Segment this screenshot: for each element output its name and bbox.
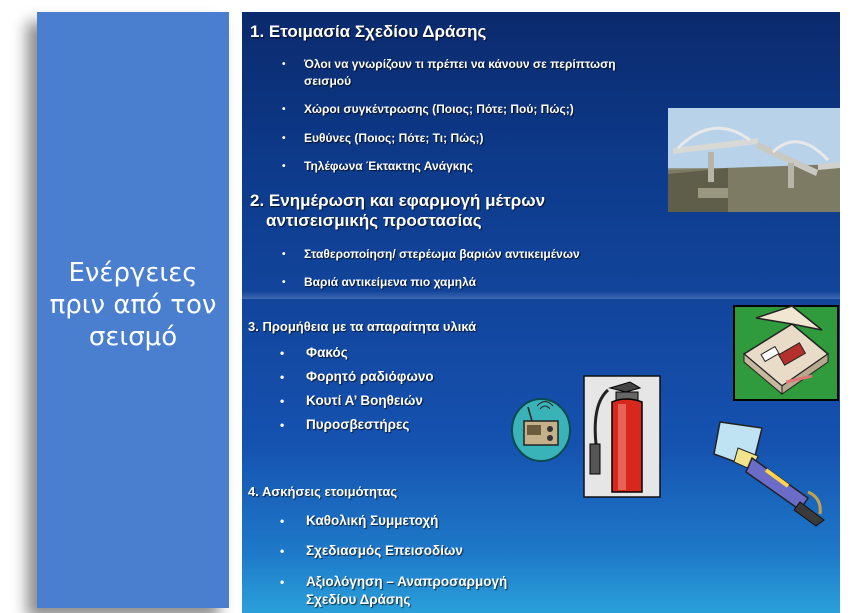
list-item: Φακός bbox=[306, 345, 348, 360]
bullet-icon: • bbox=[282, 161, 286, 172]
list-item: Χώροι συγκέντρωσης (Ποιος; Πότε; Πού; Πώς;) bbox=[304, 102, 574, 116]
bullet-icon: • bbox=[280, 346, 285, 360]
section1-heading: 1. Ετοιμασία Σχεδίου Δράσης bbox=[250, 22, 487, 41]
bullet-icon: • bbox=[282, 249, 286, 260]
bullet-icon: • bbox=[280, 394, 285, 408]
list-item: Βαριά αντικείμενα πιο χαμηλά bbox=[304, 275, 477, 289]
list-item: Σχεδίου Δράσης bbox=[306, 592, 411, 607]
section3-heading: 3. Προμήθεια με τα απαραίτητα υλικά bbox=[248, 319, 477, 334]
list-item: Πυροσβεστήρες bbox=[306, 417, 410, 432]
bullet-icon: • bbox=[280, 514, 285, 528]
flashlight-icon bbox=[712, 418, 830, 528]
bullet-icon: • bbox=[280, 575, 285, 589]
bullet-icon: • bbox=[280, 370, 285, 384]
bullet-icon: • bbox=[280, 418, 285, 432]
list-item: Αξιολόγηση – Αναπροσαρμογή bbox=[306, 574, 508, 589]
list-item: Όλοι να γνωρίζουν τι πρέπει να κάνουν σε περίπτωση bbox=[304, 57, 616, 71]
section2-heading: αντισεισμικής προστασίας bbox=[266, 211, 482, 230]
bullet-icon: • bbox=[280, 544, 285, 558]
list-item: Σταθεροποίηση/ στερέωμα βαριών αντικειμένων bbox=[304, 247, 580, 261]
list-item: Ευθύνες (Ποιος; Πότε; Τι; Πώς;) bbox=[304, 131, 484, 145]
list-item: Καθολική Συμμετοχή bbox=[306, 513, 439, 528]
section2-heading: 2. Ενημέρωση και εφαρμογή μέτρων bbox=[250, 191, 546, 210]
fire-extinguisher-icon bbox=[582, 374, 662, 499]
list-item: Φορητό ραδιόφωνο bbox=[306, 369, 434, 384]
slide-title-box bbox=[37, 12, 229, 608]
list-item: σεισμού bbox=[304, 74, 352, 88]
bullet-icon: • bbox=[282, 104, 286, 115]
list-item: Τηλέφωνα Έκτακτης Ανάγκης bbox=[304, 159, 474, 173]
collapsed-bridge-photo bbox=[668, 108, 840, 212]
slide-title: Ενέργειες πριν από τον σεισμό bbox=[49, 258, 217, 352]
list-item: Σχεδιασμός Επεισοδίων bbox=[306, 543, 463, 558]
portable-radio-icon bbox=[510, 397, 572, 463]
list-item: Κουτί Α’ Βοηθειών bbox=[306, 393, 423, 408]
bullet-icon: • bbox=[282, 133, 286, 144]
content-panel bbox=[242, 12, 840, 613]
first-aid-kit-icon bbox=[732, 304, 840, 402]
bullet-icon: • bbox=[282, 277, 286, 288]
section4-heading: 4. Ασκήσεις ετοιμότητας bbox=[248, 484, 398, 499]
bullet-icon: • bbox=[282, 59, 286, 70]
